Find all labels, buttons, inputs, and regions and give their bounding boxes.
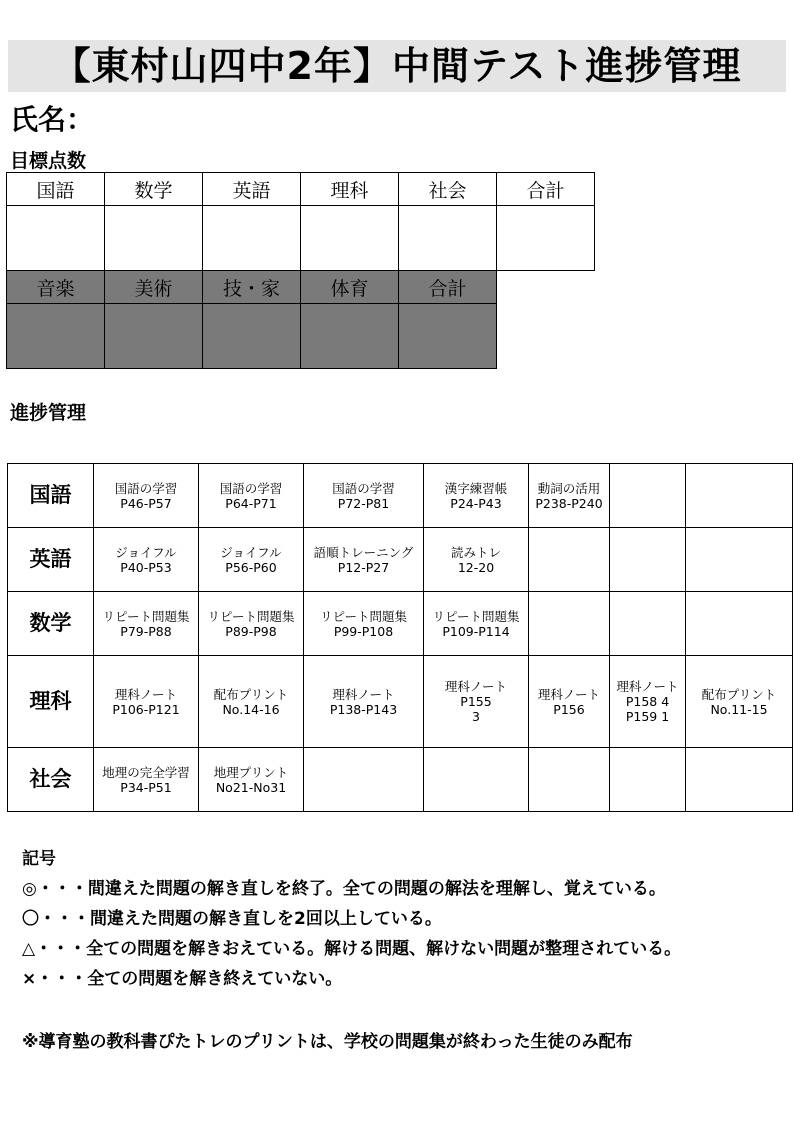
subject-label: 社会	[8, 748, 94, 812]
legend-item: ◎・・・間違えた問題の解き直しを終了。全ての問題の解法を理解し、覚えている。	[22, 879, 666, 899]
target-score-table	[6, 172, 595, 369]
progress-cell[interactable]: リピート問題集 P79-P88	[94, 592, 199, 656]
progress-cell[interactable]	[424, 748, 529, 812]
score-input-cell[interactable]	[105, 304, 203, 369]
progress-cell[interactable]	[610, 592, 686, 656]
score-input-cell[interactable]	[203, 206, 301, 271]
target-score-label: 目標点数	[10, 150, 87, 172]
progress-cell[interactable]	[686, 592, 793, 656]
progress-cell[interactable]: 国語の学習 P64-P71	[199, 464, 304, 528]
progress-cell[interactable]	[304, 748, 424, 812]
score-header: 数学	[105, 173, 203, 206]
score-header: 技・家	[203, 271, 301, 304]
score-header: 社会	[399, 173, 497, 206]
progress-row	[8, 656, 793, 748]
empty-cell	[497, 304, 595, 369]
progress-cell[interactable]: 理科ノート P106-P121	[94, 656, 199, 748]
empty-cell	[497, 271, 595, 304]
progress-cell[interactable]: 理科ノート P155 3	[424, 656, 529, 748]
score-header: 国語	[7, 173, 105, 206]
progress-cell[interactable]: ジョイフル P56-P60	[199, 528, 304, 592]
score-header: 音楽	[7, 271, 105, 304]
progress-row	[8, 748, 793, 812]
progress-cell[interactable]: リピート問題集 P99-P108	[304, 592, 424, 656]
legend-title: 記号	[22, 849, 56, 869]
progress-cell[interactable]: リピート問題集 P109-P114	[424, 592, 529, 656]
score-header: 英語	[203, 173, 301, 206]
score-header: 合計	[399, 271, 497, 304]
progress-cell[interactable]: 地理の完全学習 P34-P51	[94, 748, 199, 812]
subject-label: 数学	[8, 592, 94, 656]
progress-row	[8, 464, 793, 528]
progress-cell[interactable]: 国語の学習 P72-P81	[304, 464, 424, 528]
progress-cell[interactable]: 漢字練習帳 P24-P43	[424, 464, 529, 528]
score-input-cell[interactable]	[497, 206, 595, 271]
subject-label: 理科	[8, 656, 94, 748]
score-input-cell[interactable]	[301, 304, 399, 369]
progress-row	[8, 592, 793, 656]
progress-cell[interactable]: 理科ノート P156	[529, 656, 610, 748]
progress-cell[interactable]	[529, 528, 610, 592]
progress-cell[interactable]	[610, 528, 686, 592]
progress-cell[interactable]	[529, 748, 610, 812]
footnote: ※導育塾の教科書ぴたトレのプリントは、学校の問題集が終わった生徒のみ配布	[22, 1032, 633, 1052]
progress-cell[interactable]	[686, 528, 793, 592]
score-header: 理科	[301, 173, 399, 206]
progress-label: 進捗管理	[10, 402, 87, 424]
score-header: 美術	[105, 271, 203, 304]
progress-cell[interactable]	[686, 748, 793, 812]
legend-item: 〇・・・間違えた問題の解き直しを2回以上している。	[22, 909, 442, 929]
legend-item: ×・・・全ての問題を解き終えていない。	[22, 969, 343, 989]
subject-label: 英語	[8, 528, 94, 592]
score-header: 体育	[301, 271, 399, 304]
progress-cell[interactable]: 配布プリント No.14-16	[199, 656, 304, 748]
legend-item: △・・・全ての問題を解きおえている。解ける問題、解けない問題が整理されている。	[22, 939, 682, 959]
progress-row	[8, 528, 793, 592]
progress-cell[interactable]: 配布プリント No.11-15	[686, 656, 793, 748]
progress-cell[interactable]	[529, 592, 610, 656]
score-input-cell[interactable]	[105, 206, 203, 271]
progress-cell[interactable]: ジョイフル P40-P53	[94, 528, 199, 592]
progress-cell[interactable]: 地理プリント No21-No31	[199, 748, 304, 812]
score-input-cell[interactable]	[203, 304, 301, 369]
page-title: 【東村山四中2年】中間テスト進捗管理	[8, 40, 786, 92]
progress-cell[interactable]: 理科ノート P158 4 P159 1	[610, 656, 686, 748]
score-input-cell[interactable]	[399, 206, 497, 271]
legend	[22, 844, 681, 994]
progress-cell[interactable]: 読みトレ 12-20	[424, 528, 529, 592]
subject-label: 国語	[8, 464, 94, 528]
name-label: 氏名：	[10, 103, 95, 136]
progress-cell[interactable]: 理科ノート P138-P143	[304, 656, 424, 748]
progress-cell[interactable]	[686, 464, 793, 528]
progress-cell[interactable]: 動詞の活用 P238-P240	[529, 464, 610, 528]
score-input-cell[interactable]	[399, 304, 497, 369]
score-header: 合計	[497, 173, 595, 206]
progress-cell[interactable]	[610, 748, 686, 812]
progress-table	[7, 463, 793, 812]
score-input-cell[interactable]	[7, 304, 105, 369]
progress-cell[interactable]: 語順トレーニング P12-P27	[304, 528, 424, 592]
progress-cell[interactable]: 国語の学習 P46-P57	[94, 464, 199, 528]
score-input-cell[interactable]	[301, 206, 399, 271]
progress-cell[interactable]: リピート問題集 P89-P98	[199, 592, 304, 656]
score-input-cell[interactable]	[7, 206, 105, 271]
progress-cell[interactable]	[610, 464, 686, 528]
